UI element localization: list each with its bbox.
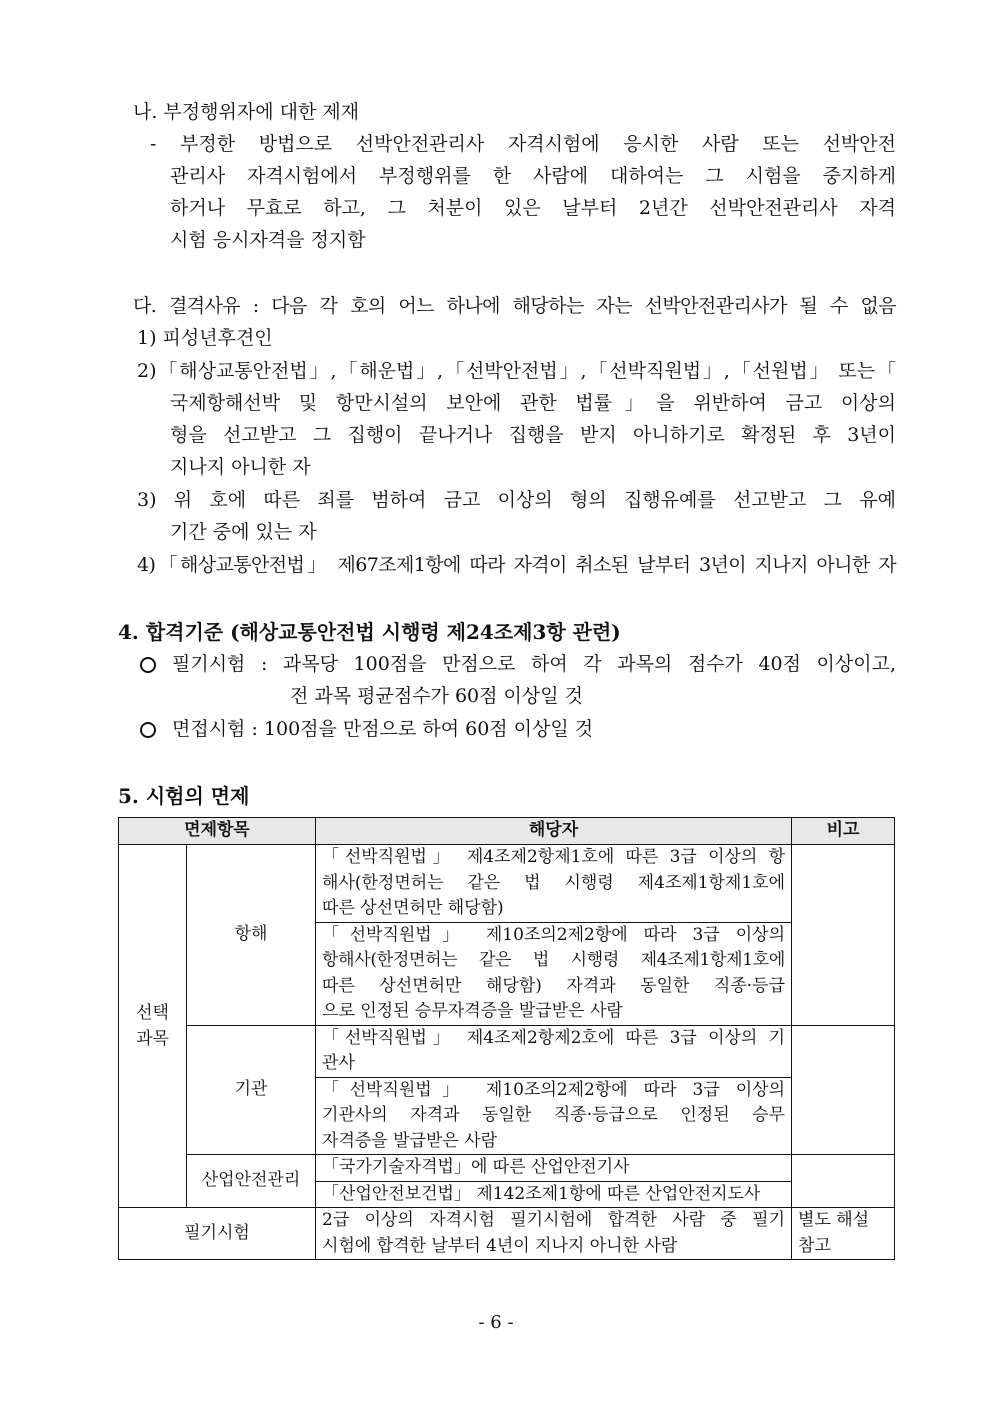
section-na-line-2: 관리사 자격시험에서 부정행위를 한 사람에 대하여는 그 시험을 중지하게 — [170, 165, 896, 187]
header-exemption-item: 면제항목 — [119, 818, 316, 845]
section-da-heading: 다. 결격사유 : 다음 각 호의 어느 하나에 해당하는 자는 선박안전관리사가 될 수 없음 — [133, 295, 896, 317]
section-na-line-3: 하거나 무효로 하고, 그 처분이 있은 날부터 2년간 선박안전관리사 자격 — [170, 197, 896, 219]
table-row — [119, 1025, 895, 1077]
disq-item-2-line-3: 형을 선고받고 그 집행이 끝나거나 집행을 받지 아니하기로 확정된 후 3년이 — [170, 424, 896, 446]
engineering-note — [792, 1025, 895, 1155]
subject-navigation: 항해 — [187, 845, 316, 1026]
disq-item-3-line-2: 기간 중에 있는 자 — [170, 521, 317, 543]
header-eligible: 해당자 — [316, 818, 792, 845]
written-exam-text: 2급 이상의 자격시험 필기시험에 합격한 사람 중 필기 시험에 합격한 날부터 4년이 지나지 아니한 사람 — [316, 1208, 792, 1260]
safety-row-2: 「산업안전보건법」 제142조제1항에 따른 산업안전지도사 — [316, 1181, 792, 1208]
section-na-line-1: - 부정한 방법으로 선박안전관리사 자격시험에 응시한 사람 또는 선박안전 — [150, 133, 896, 155]
exemption-table — [118, 817, 895, 1260]
section-na-heading: 나. 부정행위자에 대한 제재 — [133, 101, 360, 123]
circle-bullet-icon — [140, 722, 156, 738]
navigation-row-2: 「선박직원법」 제10조의2제2항에 따라 3급 이상의 항해사(한정면허는 같은 법 시행령 제4조제1항제1호에 따른 상선면허만 해당함) 자격과 동일한 직종·등급 으로 인정된 승무자격증을 발급받은 사람 — [316, 922, 792, 1025]
section-na-line-4: 시험 응시자격을 정지함 — [170, 229, 366, 251]
disq-item-4: 4)「해상교통안전법」 제67조제1항에 따라 자격이 취소된 날부터 3년이 지나지 아니한 자 — [137, 554, 896, 576]
page-number: - 6 - — [478, 1312, 514, 1333]
safety-row-1: 「국가기술자격법」에 따른 산업안전기사 — [316, 1155, 792, 1182]
disq-item-2-line-1: 2)「해상교통안전법」,「해운법」,「선박안전법」,「선박직원법」,「선원법」 또는「 — [137, 360, 896, 382]
subject-safety: 산업안전관리 — [187, 1155, 316, 1208]
header-note: 비고 — [792, 818, 895, 845]
written-exam-note: 별도 해설 참고 — [792, 1208, 895, 1260]
written-criteria-line-1: 필기시험 : 과목당 100점을 만점으로 하여 각 과목의 점수가 40점 이상이고, — [172, 653, 896, 675]
written-exam-label: 필기시험 — [119, 1208, 316, 1260]
disq-item-1: 1) 피성년후견인 — [137, 327, 273, 349]
table-row — [119, 1155, 895, 1182]
interview-criteria: 면접시험 : 100점을 만점으로 하여 60점 이상일 것 — [172, 718, 594, 740]
safety-note — [792, 1155, 895, 1208]
group-label: 선택 과목 — [119, 845, 187, 1208]
disq-item-2-line-2: 국제항해선박 및 항만시설의 보안에 관한 법률」을 위반하여 금고 이상의 — [170, 392, 896, 414]
engineering-row-1: 「선박직원법」 제4조제2항제2호에 따른 3급 이상의 기 관사 — [316, 1025, 792, 1077]
circle-bullet-icon — [140, 657, 156, 673]
subject-engineering: 기관 — [187, 1025, 316, 1155]
written-criteria-line-2: 전 과목 평균점수가 60점 이상일 것 — [290, 685, 583, 707]
engineering-row-2: 「선박직원법」 제10조의2제2항에 따라 3급 이상의 기관사의 자격과 동일한 직종·등급으로 인정된 승무 자격증을 발급받은 사람 — [316, 1077, 792, 1155]
section-4-heading: 4. 합격기준 (해상교통안전법 시행령 제24조제3항 관련) — [118, 620, 621, 644]
section-5-heading: 5. 시험의 면제 — [118, 784, 250, 808]
disq-item-2-line-4: 지나지 아니한 자 — [170, 456, 311, 478]
table-row — [119, 1208, 895, 1260]
disq-item-3-line-1: 3) 위 호에 따른 죄를 범하여 금고 이상의 형의 집행유예를 선고받고 그 유예 — [137, 489, 896, 511]
navigation-row-1: 「선박직원법」 제4조제2항제1호에 따른 3급 이상의 항 해사(한정면허는 같은 법 시행령 제4조제1항제1호에 따른 상선면허만 해당함) — [316, 845, 792, 923]
table-header-row — [119, 818, 895, 845]
navigation-note — [792, 845, 895, 1026]
table-row — [119, 845, 895, 923]
